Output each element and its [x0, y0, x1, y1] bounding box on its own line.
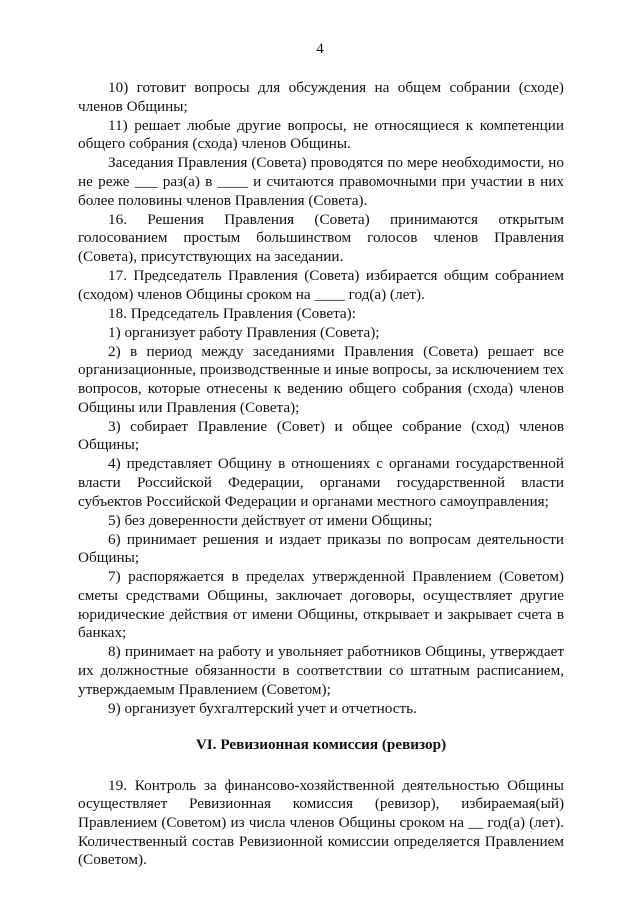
page-number: 4 [316, 41, 324, 57]
list-item-8: 8) принимает на работу и увольняет работников Общины, утверждает их должностные обязанности в соответствии со штатным расписанием, утверждаемым Правлением (Советом); [78, 643, 564, 698]
list-item-5: 5) без доверенности действует от имени Общины; [108, 511, 433, 529]
list-item-1: 1) организует работу Правления (Совета); [108, 323, 380, 341]
list-item-9: 9) организует бухгалтерский учет и отчетность. [108, 699, 417, 717]
list-item-7: 7) распоряжается в пределах утвержденной Правлением (Советом) сметы средствами Общины, заключает договоры, осуществляет другие юридические действия от имени Общины, открывает и закрывает счета в банках; [78, 568, 564, 642]
paragraph-item-10: 10) готовит вопросы для обсуждения на общем собрании (сходе) членов Общины; [78, 79, 564, 115]
list-item-2: 2) в период между заседаниями Правления (Совета) решает все организационные, производственные и иные вопросы, за исключением тех вопросов, которые отнесены к ведению общего собрания (схода) членов Общины или Правления (Совета); [78, 342, 564, 416]
document-body [78, 79, 564, 870]
paragraph-18: 18. Председатель Правления (Совета): [108, 304, 356, 322]
paragraph-meetings: Заседания Правления (Совета) проводятся по мере необходимости, но не реже ___ раз(а) в ____ и считаются правомочными при участии в них более половины членов Правления (Совета). [78, 154, 564, 209]
paragraph-item-11: 11) решает любые другие вопросы, не относящиеся к компетенции общего собрания (схода) членов Общины. [78, 116, 564, 153]
section-heading: VI. Ревизионная комиссия (ревизор) [195, 736, 447, 754]
list-item-6: 6) принимает решения и издает приказы по вопросам деятельности Общины; [78, 530, 564, 567]
list-item-4: 4) представляет Общину в отношениях с органами государственной власти Российской Федерации, органами государственной власти субъектов Российской Федерации и органами местного самоуправления; [78, 455, 564, 510]
paragraph-19: 19. Контроль за финансово-хозяйственной деятельностью Общины осуществляет Ревизионная комиссия (ревизор), избираемая(ый) Правлением (Советом) из числа членов Общины сроком на __ год(а) (лет). Количественный состав Ревизионной комиссии определяется Правлением (Советом). [78, 776, 564, 869]
paragraph-16: 16. Решения Правления (Совета) принимаются открытым голосованием простым большинством голосов членов Правления (Совета), присутствующих на заседании. [78, 210, 564, 265]
paragraph-17: 17. Председатель Правления (Совета) избирается общим собранием (сходом) членов Общины сроком на ____ год(а) (лет). [78, 266, 564, 303]
list-item-3: 3) собирает Правление (Совет) и общее собрание (сход) членов Общины; [78, 417, 564, 454]
